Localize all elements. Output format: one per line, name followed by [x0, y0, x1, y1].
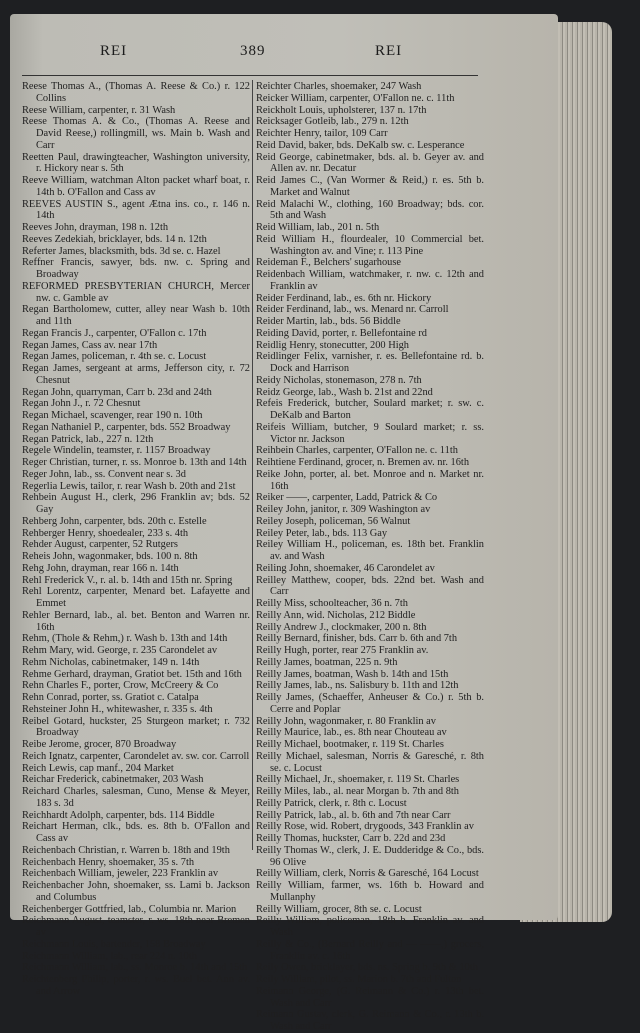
directory-entry: Reilly Rose, wid. Robert, drygoods, 343 Franklin av: [256, 821, 474, 833]
directory-entry: Reichtenberg Philip, porter, r. ws. Buel bet. Ann av. and Arrow: [22, 974, 250, 997]
directory-entry: Rehder August, carpenter, 52 Rutgers: [22, 539, 178, 551]
directory-entry: Reilly Bernard, finisher, bds. Carr b. 6th and 7th: [256, 633, 458, 645]
directory-entry: Reich Lewis, cap manf., 204 Market: [22, 762, 174, 774]
directory-entry: Rehl Lorentz, carpenter, Menard bet. Lafayette and Emmet: [22, 586, 250, 609]
directory-entry: Regele Windelin, teamster, r. 1157 Broadway: [22, 445, 211, 457]
directory-entry: Reider Ferdinand, lab., es. 6th nr. Hickory: [256, 292, 432, 304]
directory-entry: Reichart Herman, clk., bds. es. 8th b. O'Fallon and Cass av: [22, 821, 250, 844]
directory-entry: Regan James, Cass av. near 17th: [22, 339, 158, 351]
directory-entry: Reid Malachi W., clothing, 160 Broadway; bds. cor. 5th and Wash: [256, 198, 484, 222]
right-column: [256, 81, 484, 1033]
directory-entry: Reilly James, boatman, 225 n. 9th: [256, 656, 398, 668]
directory-entry: Rehme Gerhard, drayman, Gratiot bet. 15th and 16th: [22, 668, 242, 680]
directory-entry: Rehsteiner John H., whitewasher, r. 335 s. 4th: [22, 703, 213, 715]
directory-entry: REFORMED PRESBYTERIAN CHURCH, Mercer nw. c. Gamble av: [22, 280, 250, 304]
directory-entry: Reid William, lab., 201 n. 5th: [256, 222, 380, 233]
directory-entry: Rehn Conrad, porter, ss. Gratiot c. Catalpa: [22, 692, 199, 703]
directory-entry: Reiley Peter, lab., bds. 113 Gay: [256, 527, 388, 539]
directory-entry: Reilly Thomas, huckster, Carr b. 22d and 23d: [256, 833, 446, 844]
directory-entry: Reichenbach Henry, shoemaker, 35 s. 7th: [22, 856, 195, 868]
directory-entry: Reid James C., (Van Wormer & Reid,) r. es. 5th b. Market and Walnut: [256, 175, 484, 198]
directory-entry: Reidy Nicholas, stonemason, 278 n. 7th: [256, 374, 422, 386]
directory-entry: Reilly Maurice, lab., es. 8th near Chouteau av: [256, 727, 447, 739]
directory-entry: Reeves John, drayman, 198 n. 12th: [22, 222, 169, 233]
directory-entry: Reilly Patrick, clerk, r. 8th c. Locust: [256, 797, 407, 809]
directory-entry: Reilly Michael, salesman, Norris & Garesché, r. 8th se. c. Locust: [256, 750, 484, 774]
directory-entry: Reilly & Co., (Bernard Reilly and — ——,) grocers, Franklin av. c. 16th: [256, 938, 484, 962]
directory-entry: Reidlinger Felix, varnisher, r. es. Bellefontaine rd. b. Dock and Harrison: [256, 351, 484, 374]
directory-entry: Reheis John, wagonmaker, bds. 100 n. 8th: [22, 551, 198, 562]
directory-entry: Reichter Henry, tailor, 109 Carr: [256, 128, 388, 139]
running-head-right: REI: [375, 43, 403, 59]
directory-entry: Reichenbach Christian, r. Warren b. 18th and 19th: [22, 844, 230, 856]
directory-entry: Reiker ——, carpenter, Ladd, Patrick & Co: [256, 492, 438, 504]
directory-entry: Reffner Francis, sawyer, bds. nw. c. Spring and Broadway: [22, 257, 250, 280]
directory-entry: Reiding David, porter, r. Bellefontaine rd: [256, 327, 427, 339]
directory-entry: Regan Nathaniel P., carpenter, bds. 552 Broadway: [22, 421, 231, 433]
directory-entry: Reger John, lab., ss. Convent near s. 3d: [22, 468, 186, 480]
directory-entry: Reihbein Charles, carpenter, O'Fallon ne. c. 11th: [256, 445, 458, 457]
directory-entry: Rehm Mary, wid. George, r. 235 Carondelet av: [22, 645, 218, 656]
directory-entry: Rehl Frederick V., r. al. b. 14th and 15th nr. Spring: [22, 574, 233, 586]
directory-entry: Regan Michael, scavenger, rear 190 n. 10th: [22, 410, 203, 421]
directory-entry: Regan Bartholomew, cutter, alley near Wash b. 10th and 11th: [22, 304, 250, 327]
directory-entry: Reilly William, grocer, 8th se. c. Locust: [256, 903, 422, 915]
directory-entry: Reese William, carpenter, r. 31 Wash: [22, 104, 176, 116]
directory-entry: Reilly John, wagonmaker, r. 80 Franklin av: [256, 715, 436, 727]
directory-entry: Reider Ferdinand, lab., ws. Menard nr. Carroll: [256, 304, 449, 316]
directory-entry: Reiley William H., policeman, es. 18th bet. Franklin av. and Wash: [256, 539, 484, 562]
directory-entry: Reidlig Henry, stonecutter, 200 High: [256, 339, 410, 351]
directory-entry: Reilly James, boatman, Wash b. 14th and 15th: [256, 668, 449, 680]
directory-entry: Regan James, policeman, r. 4th se. c. Locust: [22, 351, 207, 363]
directory-entry: Reibel Gotard, huckster, 25 Sturgeon market; r. 732 Broadway: [22, 715, 250, 739]
directory-entry: Reily William, pilot, ss. Marion b. 7th and Fulton: [256, 974, 462, 985]
directory-entry: Reichter Charles, shoemaker, 247 Wash: [256, 81, 422, 92]
directory-entry: Reideman F., Belchers' sugarhouse: [256, 257, 402, 269]
directory-entry: Reilly Miles, lab., al. near Morgan b. 7th and 8th: [256, 786, 459, 797]
directory-entry: Refeis Frederick, butcher, Soulard market; r. sw. c. DeKalb and Barton: [256, 398, 484, 421]
directory-entry: Reilly William, clerk, Norris & Garesché, 164 Locust: [256, 868, 479, 880]
directory-entry: Reid William H., flourdealer, 10 Commercial bet. Washington av. and Vine; r. 113 Pine: [256, 233, 484, 257]
directory-entry: Reihtiene Ferdinand, grocer, n. Bremen av. nr. 16th: [256, 457, 470, 468]
directory-entry: Reilly William, farmer, ws. 16th b. Howard and Mullanphy: [256, 880, 484, 903]
directory-entry: Reidenbach William, watchmaker, r. nw. c. 12th and Franklin av: [256, 269, 484, 292]
directory-entry: Reichmann William, lab., ss. Monroe b. 14th and 15th: [22, 962, 248, 974]
directory-entry: Rehm Nicholas, cabinetmaker, 149 n. 14th: [22, 656, 200, 668]
directory-entry: Reeves Zedekiah, bricklayer, bds. 14 n. 12th: [22, 233, 207, 245]
directory-entry: Reilley Matthew, cooper, bds. 22nd bet. Wash and Carr: [256, 574, 484, 598]
directory-entry: Reese Thomas A., (Thomas A. Reese & Co.) r. 122 Collins: [22, 81, 250, 104]
directory-entry: Reidz George, lab., Wash b. 21st and 22nd: [256, 386, 433, 398]
directory-entry: Reichar Frederick, cabinetmaker, 203 Wash: [22, 774, 204, 786]
directory-entry: Reichenberger Gottfried, lab., Columbia nr. Marion: [22, 903, 237, 915]
directory-entry: Reich Ignatz, carpenter, Carondelet av. sw. cor. Carroll: [22, 750, 250, 762]
directory-entry: Regan James, sergeant at arms, Jefferson city, r. 72 Chesnut: [22, 363, 250, 386]
directory-entry: Reger Christian, turner, r. ss. Monroe b. 13th and 14th: [22, 457, 247, 468]
directory-entry: Rehberg John, carpenter, bds. 20th c. Estelle: [22, 515, 207, 527]
directory-entry: Reilly Michael, Jr., shoemaker, r. 119 St. Charles: [256, 774, 460, 786]
directory-entry: Reese Thomas A. & Co., (Thomas A. Reese and David Reese,) rollingmill, ws. Main b. Wash and Carr: [22, 116, 250, 151]
directory-entry: Reicker William, carpenter, O'Fallon ne. c. 11th: [256, 92, 455, 104]
left-column: [22, 81, 250, 998]
directory-entry: Reilly Miss, schoolteacher, 36 n. 7th: [256, 598, 408, 609]
column-divider: [252, 80, 253, 850]
directory-entry: Regan John J., r. 72 Chesnut: [22, 398, 141, 410]
directory-entry: Reid David, baker, bds. DeKalb sw. c. Lesperance: [256, 139, 465, 151]
directory-entry: Rehbein August H., clerk, 296 Franklin av; bds. 52 Gay: [22, 492, 250, 515]
directory-entry: Reimann George, (G. Reimann & Co.) r. 13th bet. Wash and Carr: [256, 985, 484, 1009]
page-number: 389: [240, 43, 266, 59]
directory-entry: Reid George, cabinetmaker, bds. al. b. Geyer av. and Allen av. nr. Decatur: [256, 151, 484, 175]
directory-entry: Reimann Gustav, clerk, G. Reimann & Co., r. 13th b. Wash and Carr: [256, 1009, 484, 1032]
directory-entry: Reike John, porter, al. bet. Monroe and n. Market nr. 16th: [256, 468, 484, 492]
directory-entry: Reiley Joseph, policeman, 56 Walnut: [256, 515, 411, 527]
directory-entry: Reilly Hugh, porter, rear 275 Franklin av.: [256, 645, 429, 656]
directory-entry: Referter James, blacksmith, bds. 3d se. c. Hazel: [22, 245, 221, 257]
directory-entry: Reetten Paul, drawingteacher, Washington university, r. Hickory near s. 5th: [22, 151, 250, 175]
directory-entry: Rehberger Henry, shoedealer, 233 s. 4th: [22, 527, 189, 539]
directory-entry: Reilly James, (Schaeffer, Anheuser & Co.) r. 5th b. Cerre and Poplar: [256, 692, 484, 715]
directory-entry: Reichmann Louis, bartender, 158 Broadway: [22, 938, 206, 950]
directory-entry: Rehn Charles F., porter, Crow, McCreery & Co: [22, 680, 219, 692]
directory-entry: Rehg John, drayman, rear 166 n. 14th: [22, 562, 179, 574]
directory-entry: Regan John, quarryman, Carr b. 23d and 24th: [22, 386, 212, 398]
directory-entry: Rehm, (Thole & Rehm,) r. Wash b. 13th and 14th: [22, 633, 228, 645]
directory-entry: Reilly Andrew J., clockmaker, 200 n. 8th: [256, 621, 427, 633]
directory-entry: Rehler Bernard, lab., al. bet. Benton and Warren nr. 16th: [22, 609, 250, 633]
directory-entry: Reichard Charles, salesman, Cuno, Mense & Meyer, 183 s. 3d: [22, 786, 250, 809]
directory-entry: Reickholt Louis, upholsterer, 137 n. 17th: [256, 104, 427, 116]
directory-entry: Regan Francis J., carpenter, O'Fallon c. 17th: [22, 327, 207, 339]
directory-entry: Reilly Michael, bootmaker, r. 119 St. Charles: [256, 739, 444, 750]
directory-entry: Regerlia Lewis, tailor, r. rear Wash b. 20th and 21st: [22, 480, 236, 492]
directory-entry: Reicksager Gotleib, lab., 279 n. 12th: [256, 116, 409, 128]
directory-entry: Reichmann August, teamster, r. ws. 18th near Bremen av: [22, 915, 250, 938]
directory-entry: Reibe Jerome, grocer, 870 Broadway: [22, 739, 177, 750]
directory-entry: Reilly William, policeman, 18th b. Franklin av. and Wash: [256, 915, 484, 938]
directory-entry: Reiling John, shoemaker, 46 Carondelet av: [256, 562, 435, 574]
directory-entry: Reily Owen, bricklayer, bds. ns. Spring b. 9th & 10th: [256, 962, 478, 974]
directory-entry: Reilly Ann, wid. Nicholas, 212 Biddle: [256, 609, 416, 621]
directory-entry: REEVES AUSTIN S., agent Ætna ins. co., r. 146 n. 14th: [22, 198, 250, 222]
directory-entry: Reider Martin, lab., bds. 56 Biddle: [256, 316, 401, 327]
directory-entry: Reilly Thomas W., clerk, J. E. Dudderidge & Co., bds. 96 Olive: [256, 844, 484, 868]
directory-entry: Reifeis William, butcher, 9 Soulard market; r. ss. Victor nr. Jackson: [256, 421, 484, 445]
directory-entry: Reilly James, lab., ns. Salisbury b. 11th and 12th: [256, 680, 459, 692]
directory-entry: Reiley John, janitor, r. 309 Washington av: [256, 504, 431, 515]
directory-entry: Reilly Patrick, lab., al. b. 6th and 7th near Carr: [256, 809, 451, 821]
directory-entry: Reichenbacher John, shoemaker, ss. Lami b. Jackson and Columbus: [22, 880, 250, 903]
directory-entry: Reichenbach William, jeweler, 223 Franklin av: [22, 868, 219, 880]
directory-entry: Regan Patrick, lab., 227 n. 12th: [22, 433, 154, 445]
header-rule: [22, 75, 478, 76]
directory-entry: Reichmann William, lab., rear 224 n. 10th: [22, 950, 197, 962]
directory-entry: Reichhardt Adolph, carpenter, bds. 114 Biddle: [22, 809, 215, 821]
running-head-left: REI: [100, 43, 128, 59]
directory-entry: Reeve William, watchman Alton packet wharf boat, r. 14th b. O'Fallon and Cass av: [22, 175, 250, 198]
